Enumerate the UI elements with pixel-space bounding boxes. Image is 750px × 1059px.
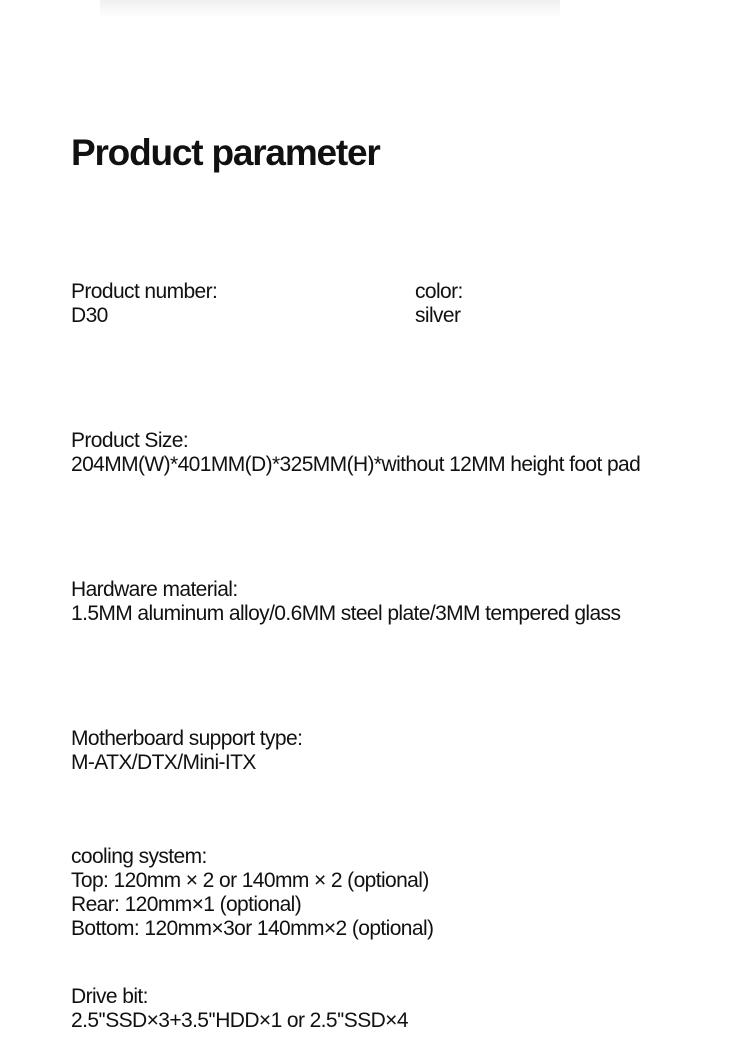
cooling-label: cooling system:: [71, 845, 207, 868]
page-title: Product parameter: [71, 132, 380, 173]
motherboard-value: M-ATX/DTX/Mini-ITX: [71, 751, 256, 774]
color-section: [415, 280, 463, 328]
product-size-section: [71, 429, 640, 477]
product-size-label: Product Size:: [71, 429, 189, 452]
color-label: color:: [415, 280, 463, 303]
product-size-value: 204MM(W)*401MM(D)*325MM(H)*without 12MM height foot pad: [71, 453, 641, 476]
motherboard-section: [71, 727, 302, 775]
cooling-rear-line: Rear: 120mm×1 (optional): [71, 893, 302, 916]
product-number-label: Product number:: [71, 280, 218, 303]
hardware-material-value: 1.5MM aluminum alloy/0.6MM steel plate/3MM tempered glass: [71, 602, 621, 625]
hardware-material-section: [71, 578, 620, 626]
cooling-bottom-line: Bottom: 120mm×3or 140mm×2 (optional): [71, 917, 434, 940]
cooling-section: [71, 845, 433, 941]
motherboard-label: Motherboard support type:: [71, 727, 303, 750]
hardware-material-label: Hardware material:: [71, 578, 238, 601]
drive-bit-section: [71, 985, 408, 1033]
drive-bit-value: 2.5''SSD×3+3.5''HDD×1 or 2.5''SSD×4: [71, 1009, 408, 1032]
product-number-section: [71, 280, 217, 328]
product-number-value: D30: [71, 304, 108, 327]
color-value: silver: [415, 304, 461, 327]
cooling-top-line: Top: 120mm × 2 or 140mm × 2 (optional): [71, 869, 429, 892]
drive-bit-label: Drive bit:: [71, 985, 148, 1008]
top-fade-decoration: [100, 0, 560, 18]
